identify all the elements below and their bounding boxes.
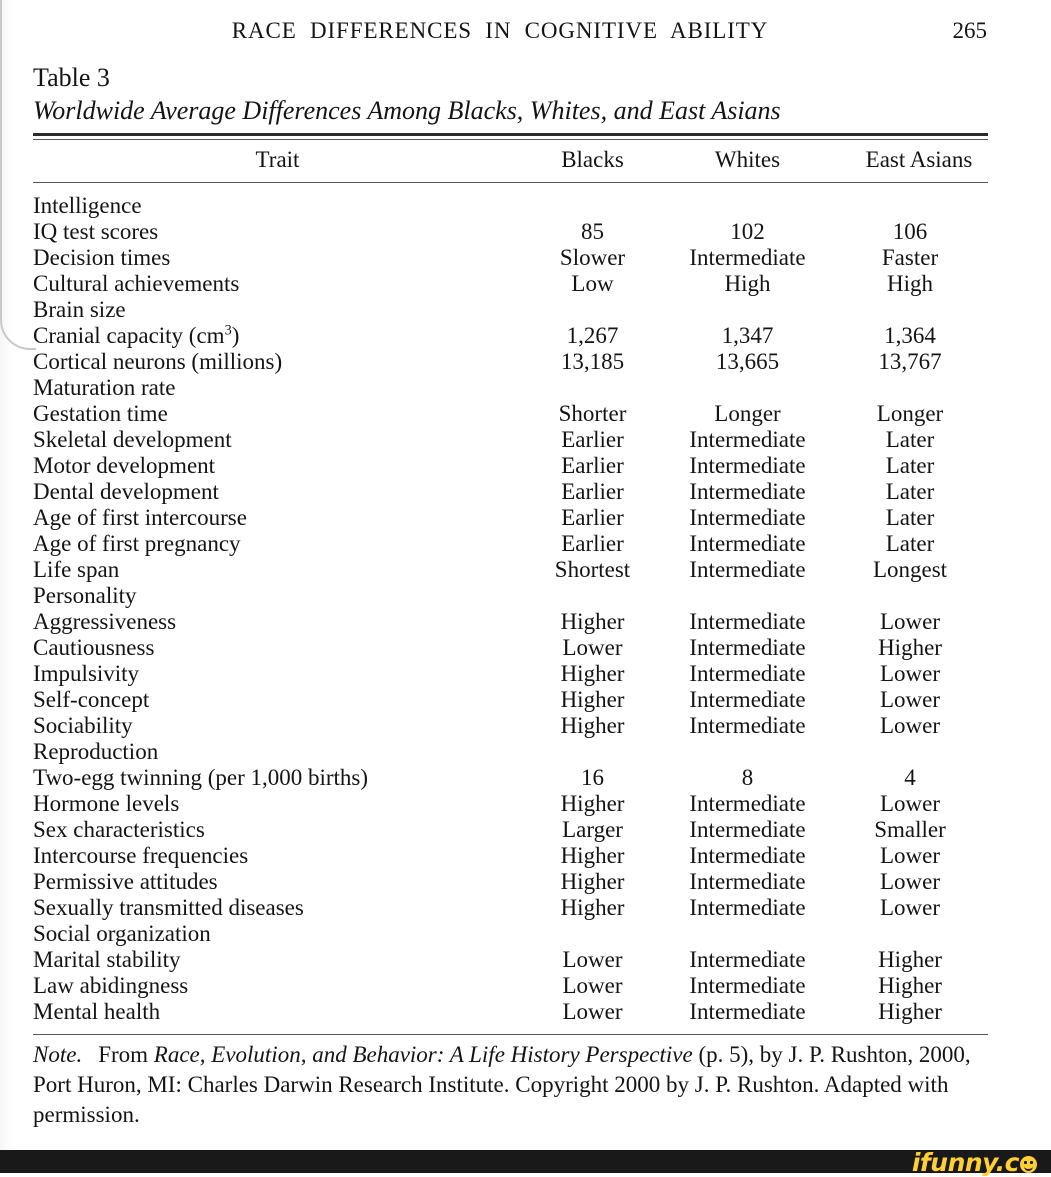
- table-row: [33, 973, 988, 999]
- table-row: [33, 583, 988, 609]
- table-row: [33, 271, 988, 297]
- cell-whites: [663, 739, 832, 765]
- cell-whites: 102: [730, 219, 765, 244]
- table-row: [33, 323, 988, 349]
- table-row: [33, 895, 988, 921]
- cell-blacks: Higher: [560, 869, 625, 894]
- trait-label: Cortical neurons (millions): [33, 349, 283, 374]
- cell-east-asians: Lower: [879, 791, 941, 816]
- trait-group-label: Reproduction: [33, 739, 159, 764]
- cell-blacks: Lower: [562, 635, 623, 660]
- cell-blacks: Earlier: [561, 531, 624, 556]
- table-row: [33, 479, 988, 505]
- page-curl-edge: [0, 0, 36, 350]
- cell-whites: [663, 193, 832, 219]
- table-row: [33, 349, 988, 375]
- cell-east-asians: Higher: [878, 635, 942, 660]
- table-header-row: [33, 140, 988, 182]
- trait-group-label: Maturation rate: [33, 375, 176, 400]
- cell-east-asians: Smaller: [874, 817, 946, 842]
- cell-blacks: Slower: [559, 245, 626, 270]
- column-header-blacks: Blacks: [561, 147, 624, 172]
- cell-east-asians: [832, 297, 988, 323]
- trait-label: IQ test scores: [33, 219, 159, 244]
- trait-label: Dental development: [33, 479, 219, 504]
- trait-label: Age of first pregnancy: [33, 531, 241, 556]
- cell-whites: Longer: [714, 401, 781, 426]
- cell-whites: Intermediate: [689, 505, 806, 530]
- cell-east-asians: 1,364: [884, 323, 936, 348]
- cell-blacks: Shorter: [558, 401, 627, 426]
- cell-whites: [663, 297, 832, 323]
- table-header: [33, 140, 988, 182]
- cell-blacks: Low: [571, 271, 614, 296]
- cell-east-asians: Lower: [879, 843, 941, 868]
- cell-east-asians: [832, 375, 988, 401]
- cell-whites: Intermediate: [689, 687, 806, 712]
- cell-blacks: Higher: [560, 895, 625, 920]
- note-source-title: Race, Evolution, and Behavior: A Life History Perspective: [153, 1042, 693, 1067]
- cell-whites: [663, 375, 832, 401]
- cell-east-asians: Later: [885, 427, 935, 452]
- cell-blacks: [522, 193, 663, 219]
- cell-blacks: 85: [581, 219, 604, 244]
- trait-label: Self-concept: [33, 687, 150, 712]
- watermark-bar: [0, 1150, 1051, 1173]
- cell-east-asians: Later: [885, 453, 935, 478]
- trait-label: Skeletal development: [33, 427, 232, 452]
- cell-east-asians: 13,767: [878, 349, 942, 374]
- table-row: [33, 869, 988, 895]
- table-row: [33, 375, 988, 401]
- cell-blacks: Earlier: [561, 453, 624, 478]
- cell-whites: 13,665: [715, 349, 780, 374]
- cell-whites: Intermediate: [689, 843, 806, 868]
- cell-blacks: Lower: [562, 973, 623, 998]
- cell-blacks: [522, 921, 663, 947]
- cell-east-asians: Higher: [878, 973, 942, 998]
- trait-label: Cautiousness: [33, 635, 155, 660]
- column-header-whites: Whites: [714, 147, 781, 172]
- column-header-trait: Trait: [255, 147, 300, 172]
- cell-east-asians: Lower: [879, 609, 941, 634]
- table-title: Worldwide Average Differences Among Blacks, Whites, and East Asians: [33, 96, 781, 125]
- table-bottom-rule: [33, 1034, 988, 1035]
- cell-whites: Intermediate: [689, 999, 806, 1024]
- cell-blacks: [522, 375, 663, 401]
- trait-label: Sex characteristics: [33, 817, 205, 842]
- note-from: From: [98, 1042, 149, 1067]
- trait-label: Cultural achievements: [33, 271, 240, 296]
- trait-label: Mental health: [33, 999, 161, 1024]
- cell-blacks: Earlier: [561, 479, 624, 504]
- cell-whites: Intermediate: [689, 245, 806, 270]
- cell-whites: Intermediate: [689, 427, 806, 452]
- cell-whites: Intermediate: [689, 661, 806, 686]
- smiley-face-icon: [1020, 1156, 1037, 1173]
- cell-whites: Intermediate: [689, 453, 806, 478]
- table-row: [33, 609, 988, 635]
- trait-label: Intercourse frequencies: [33, 843, 249, 868]
- trait-group-label: Intelligence: [33, 193, 142, 218]
- table-row: [33, 245, 988, 271]
- cell-blacks: Earlier: [561, 505, 624, 530]
- cell-whites: Intermediate: [689, 947, 806, 972]
- cell-whites: Intermediate: [689, 635, 806, 660]
- cell-blacks: Shortest: [554, 557, 631, 582]
- cell-east-asians: Longest: [872, 557, 948, 582]
- table-row: [33, 531, 988, 557]
- page-number: 265: [952, 18, 987, 43]
- table-row: [33, 765, 988, 791]
- column-header-east-asians: East Asians: [865, 147, 973, 172]
- table-row: [33, 557, 988, 583]
- cell-east-asians: 4: [904, 765, 916, 790]
- cell-blacks: Higher: [560, 609, 625, 634]
- cell-blacks: Lower: [562, 947, 623, 972]
- table-row: [33, 635, 988, 661]
- table-row: [33, 713, 988, 739]
- table-caption-block: [33, 62, 993, 128]
- trait-label: Age of first intercourse: [33, 505, 247, 530]
- cell-east-asians: Higher: [878, 999, 942, 1024]
- trait-label: Impulsivity: [33, 661, 140, 686]
- cell-blacks: Higher: [560, 791, 625, 816]
- cell-east-asians: Later: [885, 479, 935, 504]
- trait-label: Sexually transmitted diseases: [33, 895, 304, 920]
- table-row: [33, 999, 988, 1025]
- running-head-title: RACE DIFFERENCES IN COGNITIVE ABILITY: [231, 18, 769, 43]
- trait-label: Life span: [33, 557, 120, 582]
- table-row: [33, 453, 988, 479]
- table-row: [33, 661, 988, 687]
- cell-blacks: Lower: [562, 999, 623, 1024]
- note-rest: (p. 5), by J. P. Rushton, 2000, Port Huron, MI: Charles Darwin Research Institute. Copyright 2000 by J. P. Rushton. Adapted with permission.: [33, 1042, 971, 1127]
- cell-east-asians: [832, 739, 988, 765]
- table-row: [33, 817, 988, 843]
- trait-label: Aggressiveness: [33, 609, 177, 634]
- table-row: [33, 505, 988, 531]
- trait-label: Marital stability: [33, 947, 181, 972]
- table-body: [33, 183, 988, 1034]
- cell-whites: Intermediate: [689, 869, 806, 894]
- trait-group-label: Social organization: [33, 921, 211, 946]
- trait-label: Motor development: [33, 453, 216, 478]
- trait-group-label: Brain size: [33, 297, 126, 322]
- cell-east-asians: High: [887, 271, 933, 296]
- table-number: Table 3: [33, 63, 110, 92]
- table-row: [33, 843, 988, 869]
- trait-label: Hormone levels: [33, 791, 180, 816]
- table-note: [33, 1040, 993, 1130]
- cell-blacks: 16: [581, 765, 604, 790]
- comparison-table: [33, 140, 988, 182]
- cell-east-asians: Lower: [879, 713, 941, 738]
- data-table: [33, 133, 988, 1035]
- cell-blacks: 13,185: [560, 349, 625, 374]
- cell-blacks: [522, 739, 663, 765]
- trait-label: Cranial capacity $(cm^3)$: [33, 322, 240, 348]
- page-edge-shadow: [0, 0, 14, 1150]
- cell-whites: Intermediate: [689, 713, 806, 738]
- cell-east-asians: [832, 921, 988, 947]
- trait-label: Decision times: [33, 245, 171, 270]
- table-row: [33, 947, 988, 973]
- trait-label: Sociability: [33, 713, 133, 738]
- cell-east-asians: Later: [885, 505, 935, 530]
- note-label: Note.: [33, 1042, 83, 1067]
- cell-whites: Intermediate: [689, 817, 806, 842]
- ifunny-watermark: [912, 1150, 1037, 1175]
- cell-whites: Intermediate: [689, 609, 806, 634]
- table-row: [33, 401, 988, 427]
- cell-blacks: Higher: [560, 843, 625, 868]
- cell-blacks: [522, 583, 663, 609]
- cell-blacks: Larger: [562, 817, 623, 842]
- cell-east-asians: [832, 583, 988, 609]
- trait-label: Permissive attitudes: [33, 869, 218, 894]
- cell-blacks: Higher: [560, 661, 625, 686]
- table-row: [33, 297, 988, 323]
- table-row: [33, 193, 988, 219]
- cell-whites: Intermediate: [689, 973, 806, 998]
- trait-group-label: Personality: [33, 583, 137, 608]
- cell-east-asians: Lower: [879, 869, 941, 894]
- table-row: [33, 427, 988, 453]
- comparison-table-body: [33, 183, 988, 1034]
- cell-whites: Intermediate: [689, 557, 806, 582]
- cell-blacks: [522, 297, 663, 323]
- cell-whites: Intermediate: [689, 531, 806, 556]
- cell-east-asians: Later: [885, 531, 935, 556]
- cell-blacks: Higher: [560, 687, 625, 712]
- running-head: [0, 18, 1051, 48]
- table-row: [33, 791, 988, 817]
- cell-whites: Intermediate: [689, 479, 806, 504]
- cell-blacks: 1,267: [566, 323, 619, 348]
- cell-east-asians: Lower: [879, 895, 941, 920]
- cell-east-asians: Longer: [876, 401, 944, 426]
- cell-east-asians: Higher: [878, 947, 942, 972]
- cell-east-asians: Faster: [881, 245, 939, 270]
- cell-whites: High: [724, 271, 771, 296]
- cell-blacks: Higher: [560, 713, 625, 738]
- table-row: [33, 739, 988, 765]
- table-row: [33, 219, 988, 245]
- cell-east-asians: Lower: [879, 687, 941, 712]
- cell-east-asians: Lower: [879, 661, 941, 686]
- cell-whites: [663, 921, 832, 947]
- table-spacer: [33, 1025, 988, 1034]
- table-row: [33, 921, 988, 947]
- watermark-text: ifunny.c: [911, 1148, 1019, 1177]
- cell-whites: Intermediate: [689, 791, 806, 816]
- cell-blacks: Earlier: [561, 427, 624, 452]
- cell-whites: 1,347: [721, 323, 774, 348]
- cell-whites: Intermediate: [689, 895, 806, 920]
- trait-label: Two-egg twinning (per 1,000 births): [33, 765, 369, 790]
- table-spacer: [33, 183, 988, 193]
- trait-label: Law abidingness: [33, 973, 189, 998]
- trait-label: Gestation time: [33, 401, 168, 426]
- cell-whites: 8: [741, 765, 754, 790]
- cell-whites: [663, 583, 832, 609]
- cell-east-asians: 106: [892, 219, 928, 244]
- cell-east-asians: [832, 193, 988, 219]
- table-row: [33, 687, 988, 713]
